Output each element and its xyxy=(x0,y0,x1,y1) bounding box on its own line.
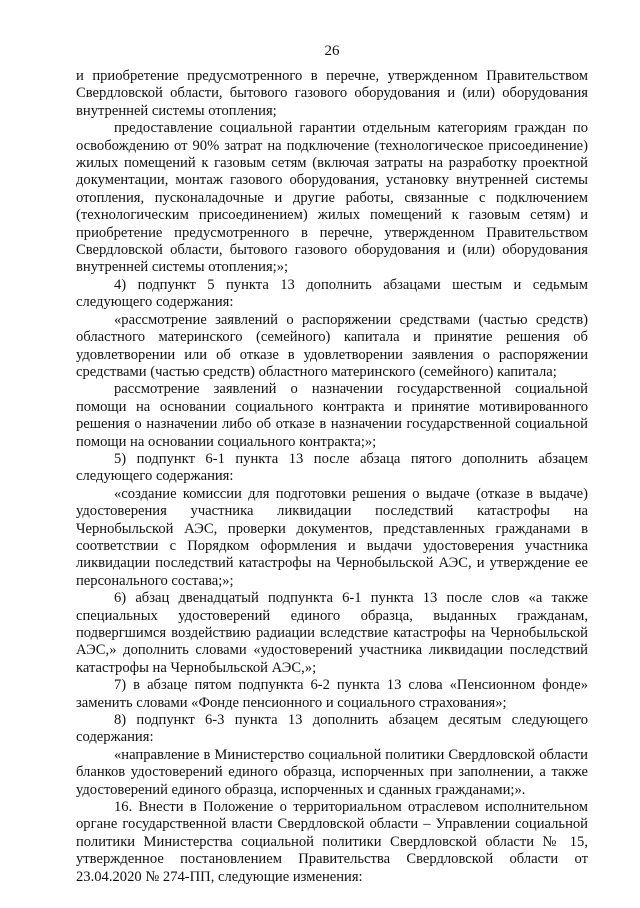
paragraph-chernobyl-commission: «создание комиссии для подготовки решения о выдаче (отказе в выдаче) удостоверения участника ликвидации последствий катастрофы на Чернобыльской АЭС, проверки документов, представленных гражданами в соответствии с Порядком оформления и выдачи удостоверения участника ликвидации последствий катастрофы на Чернобыльской АЭС, и утверждение ее персонального состава;»; xyxy=(76,485,588,589)
paragraph-continuation-gas-equipment: и приобретение предусмотренного в перечне, утвержденном Правительством Свердловской области, бытового газового оборудования и (или) оборудования внутренней системы отопления; xyxy=(76,68,588,119)
paragraph-item-16: 16. Внести в Положение о территориальном отраслевом исполнительном органе государственной власти Свердловской области – Управлении социальной политики Министерства социальной политики Свердловской области № 15, утвержденное постановлением Правительства Свердловской области от 23.04.2020 № 274-ПП, следующие изменения: xyxy=(76,799,588,885)
paragraph-item-7: 7) в абзаце пятом подпункта 6-2 пункта 13 слова «Пенсионном фонде» заменить словами «Фонде пенсионного и социального страхования»; xyxy=(76,677,588,711)
paragraph-social-contract: рассмотрение заявлений о назначении государственной социальной помощи на основании социального контракта и принятие мотивированного решения о назначении либо об отказе в назначении государственной социальной помощи на основании социального контракта;»; xyxy=(76,381,588,450)
paragraph-item-4: 4) подпункт 5 пункта 13 дополнить абзацами шестым и седьмым следующего содержания: xyxy=(76,276,588,311)
paragraph-item-5: 5) подпункт 6-1 пункта 13 после абзаца пятого дополнить абзацем следующего содержания: xyxy=(76,450,588,485)
paragraph-maternal-capital: «рассмотрение заявлений о распоряжении средствами (частью средств) областного материнского (семейного) капитала и принятие решения об удовлетворении или об отказе в удовлетворении заявления о распоряжении средствами (частью средств) областного материнского (семейного) капитала; xyxy=(76,311,588,380)
paragraph-item-8: 8) подпункт 6-3 пункта 13 дополнить абзацем десятым следующего содержания: xyxy=(76,712,588,746)
paragraph-blank-certificates: «направление в Министерство социальной политики Свердловской области бланков удостоверений единого образца, испорченных при заполнении, а также удостоверений единого образца, испорченных и сданных гражданами;». xyxy=(76,746,588,798)
page-number: 26 xyxy=(324,43,340,59)
paragraph-item-6: 6) абзац двенадцатый подпункта 6-1 пункта 13 после слов «а также специальных удостоверений единого образца, выданных гражданам, подвергшимся воздействию радиации вследствие катастрофы на Чернобыльской АЭС,» дополнить словами «удостоверений участника ликвидации последствий катастрофы на Чернобыльской АЭС,»; xyxy=(76,590,588,676)
paragraph-social-guarantee: предоставление социальной гарантии отдельным категориям граждан по освобождению от 90% затрат на подключение (технологическое присоединение) жилых помещений к газовым сетям (включая затраты на разработку проектной документации, монтаж газового оборудования, установку внутренней системы отопления, пусконаладочные и другие работы, связанные с подключением (технологическим присоединением) жилых помещений к газовым сетям) и приобретение предусмотренного в перечне, утвержденном Правительством Свердловской области, бытового газового оборудования и (или) оборудования внутренней системы отопления;»; xyxy=(76,120,588,276)
